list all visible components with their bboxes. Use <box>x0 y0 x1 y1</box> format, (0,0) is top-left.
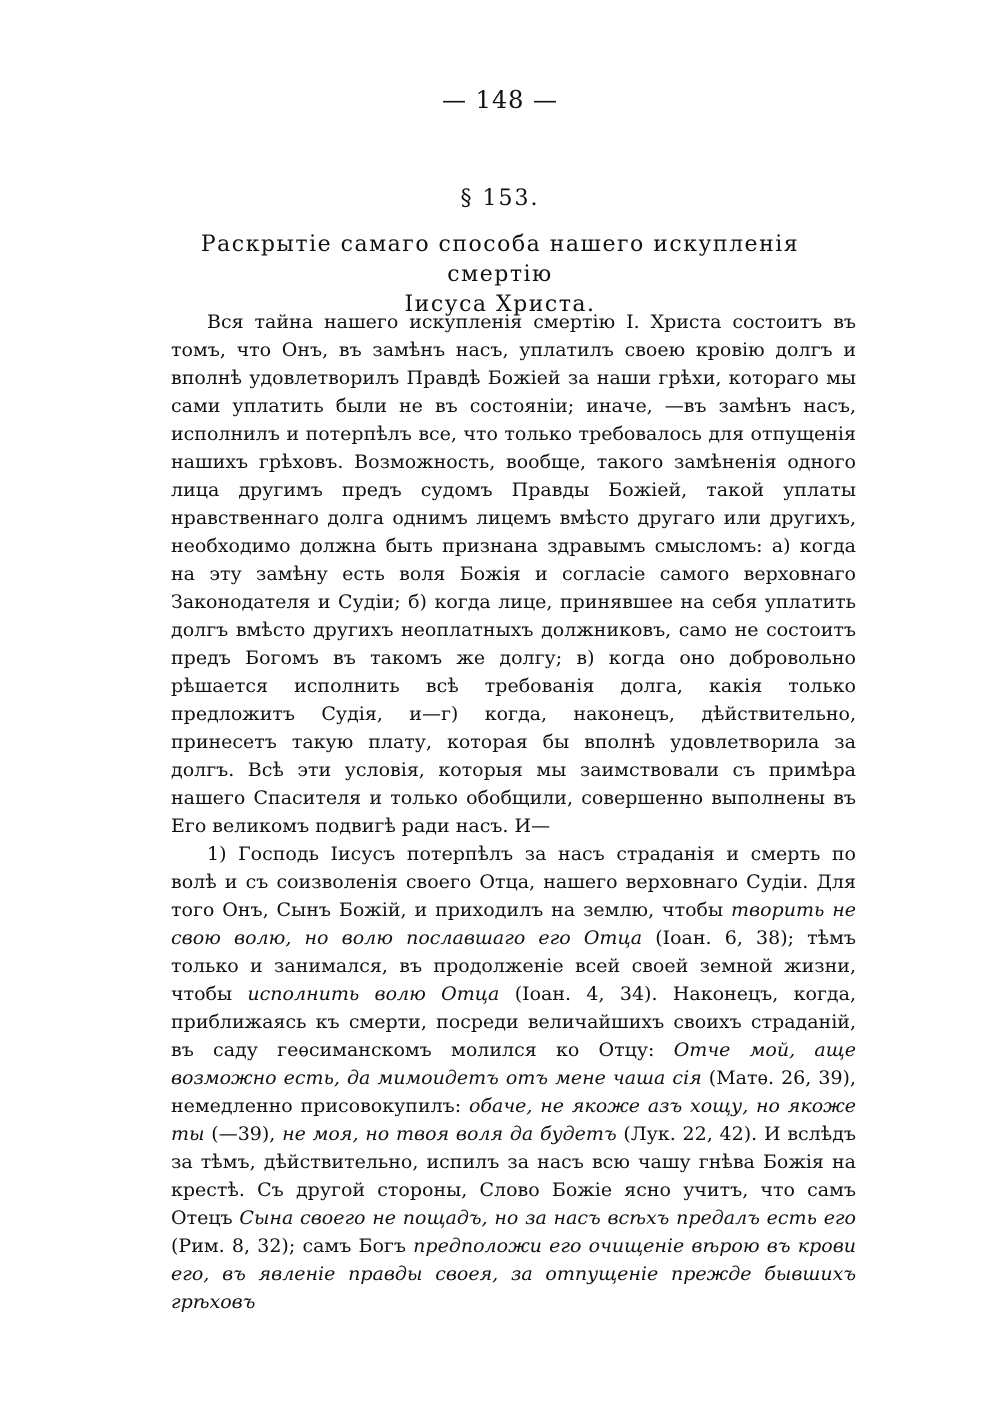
paragraph-1: Вся тайна нашего искупленія смертію І. Христа состоитъ въ томъ, что Онъ, въ замѣнъ насъ, уплатилъ своею кровію долгъ и вполнѣ удовлетворилъ Правдѣ Божіей за наши грѣхи, котораго мы сами уплатить были не въ состояніи; иначе, —въ замѣнъ насъ, исполнилъ и потерпѣлъ все, что только требовалось для отпущенія нашихъ грѣховъ. Возможность, вообще, такого замѣненія одного лица другимъ предъ судомъ Правды Божіей, такой уплаты нравственнаго долга однимъ лицемъ вмѣсто другаго или другихъ, необходимо должна быть признана здравымъ смысломъ: а) когда на эту замѣну есть воля Божія и согласіе самого верховнаго Законодателя и Судіи; б) когда лице, принявшее на себя уплатить долгъ вмѣсто другихъ неоплатныхъ должниковъ, само не состоитъ предъ Богомъ въ такомъ же долгу; в) когда оно добровольно рѣшается исполнить всѣ требованія долга, какія только предложитъ Судія, и—г) когда, наконецъ, дѣйствительно, принесетъ такую плату, которая бы вполнѣ удовлетворила за долгъ. Всѣ эти условія, которыя мы заимствовали съ примѣра нашего Спасителя и только обобщили, совершенно выполнены въ Его великомъ подвигѣ ради насъ. И— <box>171 311 856 837</box>
quote-italic-2: исполнить волю Отца <box>247 983 500 1005</box>
page-number: — 148 — <box>441 86 559 114</box>
paragraph-2-text-1: 1) Господь Іисусъ потерпѣлъ за насъ страданія и смерть по волѣ и съ соизволенія своего Отца, нашего верховнаго Судіи. Для того Онъ, Сынъ Божій, и приходилъ на землю, чтобы <box>171 843 856 921</box>
body-text <box>171 308 856 1316</box>
paragraph-2 <box>171 840 856 1316</box>
heading-line-2: Іисуса Христа. <box>404 292 596 317</box>
paragraph-2-text-7: (Рим. 8, 32); самъ Богъ <box>171 1235 414 1257</box>
paragraph-2-text-4: (Матѳ. 26, 39), немедленно присовокупилъ: <box>171 1067 857 1117</box>
quote-italic-7: предположи его очищеніе вѣрою въ крови его, въ явленіе правды своея, за отпущеніе прежде бывшихъ грѣховъ <box>171 1235 856 1313</box>
quote-italic-6: Сына своего не пощадъ, но за насъ всѣхъ предалъ есть его <box>239 1207 856 1229</box>
paragraph-2-text-3: (Іоан. 4, 34). Наконецъ, когда, приближаясь къ смерти, посреди величайшихъ своихъ страданій, въ саду геѳсиманскомъ молился ко Отцу: <box>171 983 856 1061</box>
paragraph-2-text-6: (Лук. 22, 42). И вслѣдъ за тѣмъ, дѣйствительно, испилъ за насъ всю чашу гнѣва Божія на крестѣ. Съ другой стороны, Слово Божіе ясно учитъ, что самъ Отецъ <box>171 1123 856 1229</box>
paragraph-2-text-5: (—39), <box>204 1123 283 1145</box>
quote-italic-1: творить не свою волю, но волю пославшаго его Отца <box>171 899 856 949</box>
paragraph-2-text-2: (Іоан. 6, 38); тѣмъ только и занимался, въ продолженіе всей своей земной жизни, чтобы <box>171 927 856 1005</box>
section-heading <box>150 230 850 320</box>
section-number: § 153. <box>460 186 540 211</box>
heading-line-1: Раскрытіе самаго способа нашего искупленія смертію <box>200 232 800 287</box>
quote-italic-5: не моя, но твоя воля да будетъ <box>282 1123 617 1145</box>
quote-italic-4: обаче, не якоже азъ хощу, но якоже ты <box>171 1095 857 1145</box>
quote-italic-3: Отче мой, аще возможно есть, да мимоидетъ отъ мене чаша сія <box>171 1039 857 1089</box>
